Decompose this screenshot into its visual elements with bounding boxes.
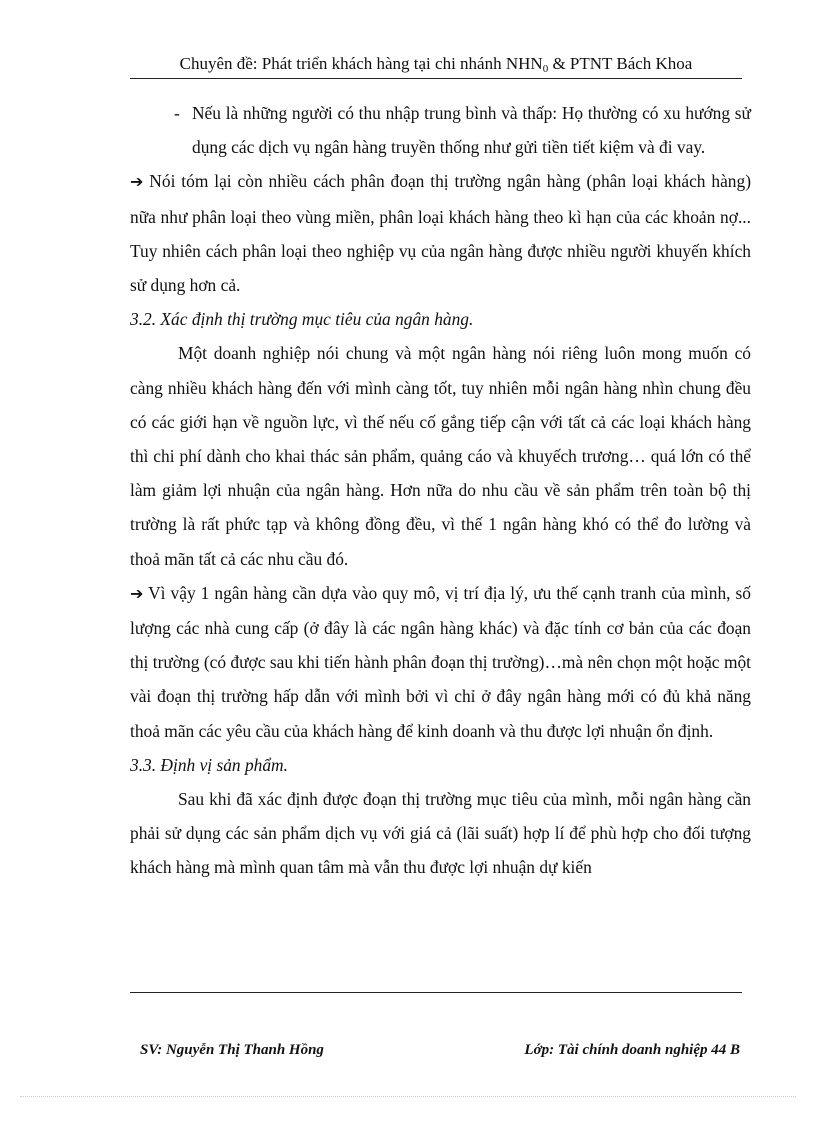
- arrow-icon: ➔: [130, 172, 144, 192]
- paragraph-3-2: Một doanh nghiệp nói chung và một ngân hàng nói riêng luôn mong muốn có càng nhiều khách hàng đến với mình càng tốt, tuy nhiên mỗi ngân hàng nhìn chung đều có các giới hạn về nguồn lực, vì thế nếu cố gắng tiếp cận với tất cả các loại khách hàng thì chi phí dành cho khai thác sản phẩm, quảng cáo và khuyếch trương… quá lớn có thể làm giảm lợi nhuận của ngân hàng. Hơn nữa do nhu cầu về sản phẩm trên toàn bộ thị trường là rất phức tạp và không đồng đều, vì thế 1 ngân hàng khó có thể đo lường và thoả mãn tất cả các nhu cầu đó.: [130, 343, 751, 569]
- summary-text-1: Nói tóm lại còn nhiều cách phân đoạn thị trường ngân hàng (phân loại khách hàng) nữa như phân loại theo vùng miền, phân loại khách hàng theo kì hạn của các khoản nợ... Tuy nhiên cách phân loại theo nghiệp vụ của ngân hàng được nhiều người khuyến khích sử dụng hơn cả.: [130, 171, 751, 296]
- header-title-part1: Chuyên đề: Phát triển khách hàng tại chi nhánh NHN: [179, 54, 543, 73]
- bullet-text: Nếu là những người có thu nhập trung bình và thấp: Họ thường có xu hướng sử dụng các dịch vụ ngân hàng truyền thống như gửi tiền tiết kiệm và đi vay.: [192, 103, 751, 158]
- footer-rule: [130, 992, 742, 993]
- bullet-item: [130, 96, 751, 164]
- header-rule: [130, 78, 742, 79]
- page-bottom-divider: [20, 1096, 796, 1097]
- summary-paragraph-1: [130, 164, 751, 302]
- page-footer: [140, 1042, 740, 1059]
- page-header: [130, 52, 742, 76]
- arrow-icon: ➔: [130, 583, 144, 603]
- paragraph-3-3: Sau khi đã xác định được đoạn thị trường mục tiêu của mình, mỗi ngân hàng cần phải sử dụng các sản phẩm dịch vụ với giá cả (lãi suất) hợp lí để phù hợp cho đối tượng khách hàng mà mình quan tâm mà vẫn thu được lợi nhuận dự kiến: [130, 789, 751, 878]
- footer-class: Lớp: Tài chính doanh nghiệp 44 B: [524, 1042, 740, 1058]
- summary-paragraph-2: [130, 576, 751, 748]
- document-body: [130, 96, 751, 885]
- summary-text-2: Vì vậy 1 ngân hàng cần dựa vào quy mô, vị trí địa lý, ưu thế cạnh tranh của mình, số lượng các nhà cung cấp (ở đây là các ngân hàng khác) và đặc tính cơ bản của các đoạn thị trường (có được sau khi tiến hành phân đoạn thị trường)…mà nên chọn một hoặc một vài đoạn thị trường hấp dẫn với mình bởi vì chỉ ở đây ngân hàng mới có đủ khả năng thoả mãn các yêu cầu của khách hàng để kinh doanh và thu được lợi nhuận ổn định.: [130, 582, 751, 741]
- section-heading-3-3: 3.3. Định vị sản phẩm.: [130, 754, 288, 775]
- header-title-subscript: 0: [542, 63, 549, 75]
- footer-student: SV: Nguyễn Thị Thanh Hồng: [140, 1042, 324, 1058]
- bullet-dash: -: [174, 103, 180, 123]
- header-title-part2: & PTNT Bách Khoa: [548, 54, 693, 73]
- section-heading-3-2: 3.2. Xác định thị trường mục tiêu của ngân hàng.: [130, 309, 474, 330]
